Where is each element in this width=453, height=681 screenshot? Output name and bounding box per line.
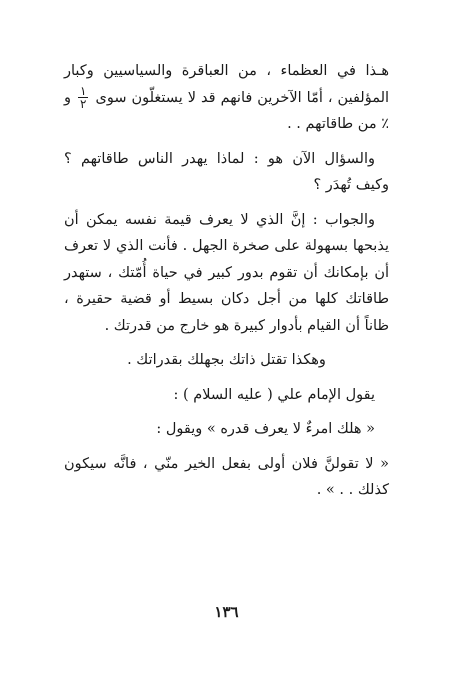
paragraph-3: والجواب : إنَّ الذي لا يعرف قيمة نفسه يمكن أن يذبحها بسهولة على صخرة الجهل . فأنت الذي لا تعرف أن بإمكانك أن تقوم بدور كبير في حياة أُمّتك ، ستهدر طاقاتك كلها من أجل دكان بسيط أو قضية حقيرة ، ظاناً أن القيام بأدوار كبيرة هو خارج من قدرتك . bbox=[64, 211, 389, 334]
paragraph-4: وهكذا تقتل ذاتك بجهلك بقدراتك . bbox=[127, 352, 326, 368]
body-text bbox=[64, 58, 389, 512]
paragraph-5: يقول الإمام علي ( عليه السلام ) : bbox=[173, 386, 375, 403]
paragraph-1-start: هـذا في العظماء ، من العباقرة والسياسيين وكبار المؤلفين ، أمّا الآخرين فانهم قد لا يستغلّون سوى bbox=[64, 63, 390, 106]
paragraph-1 bbox=[64, 58, 389, 138]
paragraph-7: « لا تقولنَّ فلان أولى بفعل الخير منّي ، فانَّه سيكون كذلك . . » . bbox=[64, 455, 389, 498]
fraction bbox=[78, 85, 88, 110]
page-number: ١٣٦ bbox=[214, 603, 239, 621]
fraction-denominator: ٢ bbox=[80, 97, 87, 111]
paragraph-6: « هلك امرءٌ لا يعرف قدره » ويقول : bbox=[156, 421, 375, 437]
paragraph-2: والسؤال الآن هو : لماذا يهدر الناس طاقاتهم ؟ وكيف تُهدَر ؟ bbox=[64, 150, 389, 193]
paragraph-1-end: و ٪ من طاقاتهم . . bbox=[64, 89, 389, 132]
fraction-numerator: ١ bbox=[80, 84, 87, 98]
